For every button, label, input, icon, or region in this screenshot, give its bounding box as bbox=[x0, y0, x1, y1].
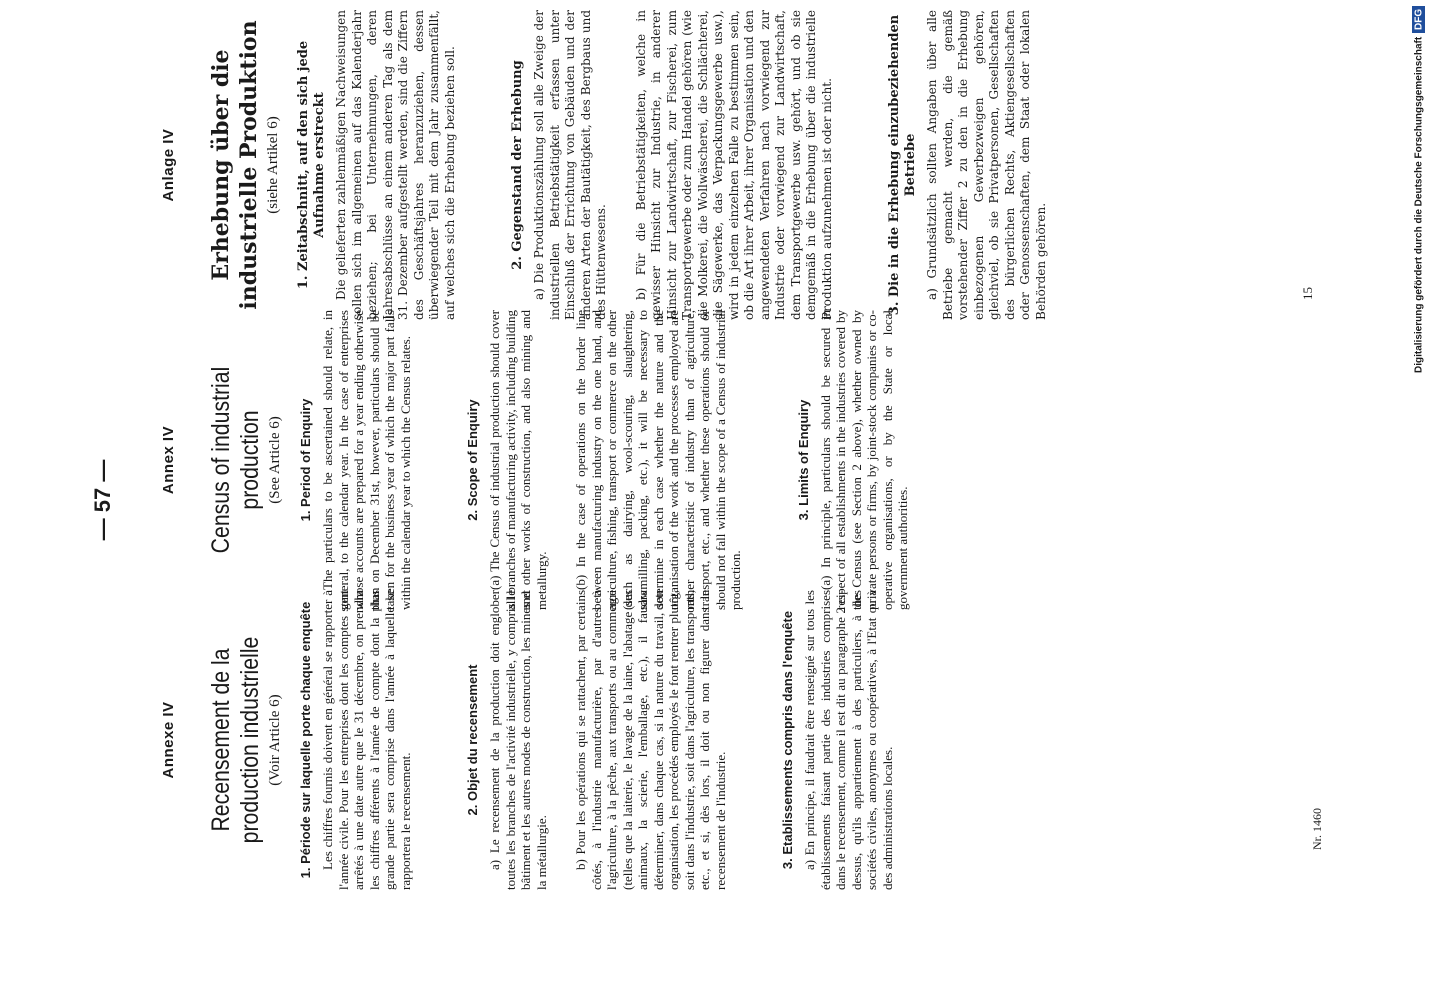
section-heading: 2. Gegenstand der Erhebung bbox=[510, 60, 525, 270]
footnote: Nr. 1460 bbox=[1310, 808, 1324, 850]
section-heading: 3. Limits of Enquiry bbox=[795, 399, 811, 521]
dfg-logo: DFG bbox=[1413, 6, 1426, 33]
digitization-note bbox=[1406, 6, 1432, 996]
article-reference: (siehe Artikel 6) bbox=[265, 116, 281, 214]
annex-label: Annex IV bbox=[160, 425, 177, 495]
paragraph: a) En principe, il faudrait être renseigné sur tous les établissements faisant partie des industries comprises dans le recensement, comme il est dit au paragraphe 2 ci-dessus, qu'ils appartiennent à des particuliers, à des sociétés civiles, anonymes ou coopératives, à l'Etat ou à des administrations locales. bbox=[802, 590, 895, 890]
page-number: — 57 — bbox=[90, 459, 115, 541]
paragraph: (a) The Census of industrial production should cover all branches of manufacturing activity, including building and other works of construction, and also mining and metallurgy. bbox=[487, 310, 549, 610]
column-title: Erhebung über die industrielle Produktion bbox=[208, 20, 262, 310]
paragraph: (b) In the case of operations on the border line between manufacturing industry on the one hand, and agriculture, fishing, transport or commerce on the other (such as dairying, wool-scouring, slaughtering, sawmilling, packing, etc.), it will be necessary to determine in each case whether the nature and the organisation of the work and the processes employed are rather characteristic of industry than of agriculture, transport, etc., and whether these operations should or should not fall within the scope of a Census of industrial production. bbox=[573, 310, 743, 610]
column-german bbox=[160, 10, 1049, 320]
section-heading: 1. Zeitabschnitt, auf den sich jede Aufnahme erstreckt bbox=[296, 40, 327, 290]
article-reference: (Voir Article 6) bbox=[267, 694, 283, 786]
column-english bbox=[160, 310, 911, 610]
column-french bbox=[160, 590, 895, 890]
paragraph: a) Grundsätzlich sollten Angaben über alle Betriebe gemacht werden, die gemäß vorstehender Ziffer 2 zu den in die Erhebung einbezogenen Gewerbezweigen gehören, gleichviel, ob sie Privatpersonen, Gesellschaften des bürgerlichen Rechts, Aktiengesellschaften oder Genossenschaften, dem Staat oder lokalen Behörden gehören. bbox=[925, 10, 1048, 320]
paragraph: Les chiffres fournis doivent en général se rapporter à l'année civile. Pour les entreprises dont les comptes sont arrêtés à une date autre que le 31 décembre, on prendra les chiffres afférents à l'année de compte dont la plus grande partie sera comprise dans l'année à laquelle se rapportera le recensement. bbox=[320, 590, 413, 890]
paragraph: b) Für die Betriebstätigkeiten, welche in gewisser Hinsicht zur Industrie, in anderer Hinsicht zur Landwirtschaft, zur Fischerei, zum Transportgewerbe oder zum Handel gehören (wie die Molkerei, die Wollwäscherei, die Schlächterei, die Sägewerke, das Verpackungsgewerbe usw.), wird in jedem einzelnen Falle zu bestimmen sein, ob die Art ihrer Arbeit, ihrer Organisation und den angewendeten Verfahren nach vorwiegend zur Industrie oder vorwiegend zur Landwirtschaft, dem Transportgewerbe usw. gehört, und ob sie demgemäß in die Erhebung über die industrielle Produktion aufzunehmen ist oder nicht. bbox=[633, 10, 834, 320]
paragraph: b) Pour les opérations qui se rattachent, par certains côtés, à l'industrie manufacturière, par d'autres à l'agriculture, à la pêche, aux transports ou au commerce (telles que la laiterie, le lavage de la laine, l'abatage des animaux, la scierie, l'emballage, etc.), il faudra déterminer, dans chaque cas, si la nature du travail, son organisation, les procédés employés le font rentrer plutôt, soit dans l'industrie, soit dans l'agriculture, les transports, etc., et si, dès lors, il doit ou non figurer dans le recensement de l'industrie. bbox=[573, 590, 728, 890]
column-title: Census of industrial production bbox=[207, 366, 264, 554]
paragraph: The particulars to be ascertained should relate, in general, to the calendar year. In the case of enterprises whose accounts are prepared for a year ending otherwise than on December 31st, however, particulars should be taken for the business year of which the major part falls within the calendar year to which the Census relates. bbox=[320, 310, 413, 610]
section-heading: 3. Etablissements compris dans l'enquête bbox=[780, 610, 795, 870]
section-heading: 3. Die in die Erhebung einzubeziehenden Betriebe bbox=[887, 14, 918, 316]
paragraph: Die gelieferten zahlenmäßigen Nachweisungen sollen sich im allgemeinen auf das Kalenderjahr beziehen; bei Unternehmungen, deren Jahresabschlüsse an einem anderen Tag als dem 31. Dezember aufgestellt werden, sind die Ziffern des Geschäftsjahres heranzuziehen, dessen überwiegender Teil mit dem Jahr zusammenfällt, auf welches sich die Erhebung beziehen soll. bbox=[334, 10, 457, 320]
article-reference: (See Article 6) bbox=[267, 416, 283, 504]
column-title: Recensement de la production industrielle bbox=[207, 636, 264, 844]
paragraph: a) Die Produktionszählung soll alle Zweige der industriellen Betriebstätigkeit erfassen unter Einschluß der Errichtung von Gebäuden und der anderen Arten der Bautätigkeit, des Bergbaus und des Hüttenwesens. bbox=[532, 10, 608, 320]
section-heading: 2. Scope of Enquiry bbox=[465, 399, 480, 521]
annex-label: Annexe IV bbox=[160, 701, 177, 779]
annex-label: Anlage IV bbox=[160, 128, 177, 202]
paragraph: (a) In principle, particulars should be secured in respect of all establishments in the industries covered by the Census (see Section 2 above), whether owned by private persons or firms, by joint-stock companies or co-operative organisations, or by the State or local government authorities. bbox=[817, 310, 910, 610]
paragraph: a) Le recensement de la production doit englober toutes les branches de l'activité industrielle, y compris le bâtiment et les autres modes de construction, les mines et la métallurgie. bbox=[487, 590, 549, 890]
section-heading: 2. Objet du recensement bbox=[465, 664, 480, 816]
digitization-text: Digitalisierung gefördert durch die Deutsche Forschungsgemeinschaft bbox=[1413, 37, 1425, 374]
section-heading: 1. Période sur laquelle porte chaque enquête bbox=[298, 601, 313, 879]
section-heading: 1. Period of Enquiry bbox=[298, 398, 313, 522]
page-marker: 15 bbox=[1300, 287, 1315, 300]
